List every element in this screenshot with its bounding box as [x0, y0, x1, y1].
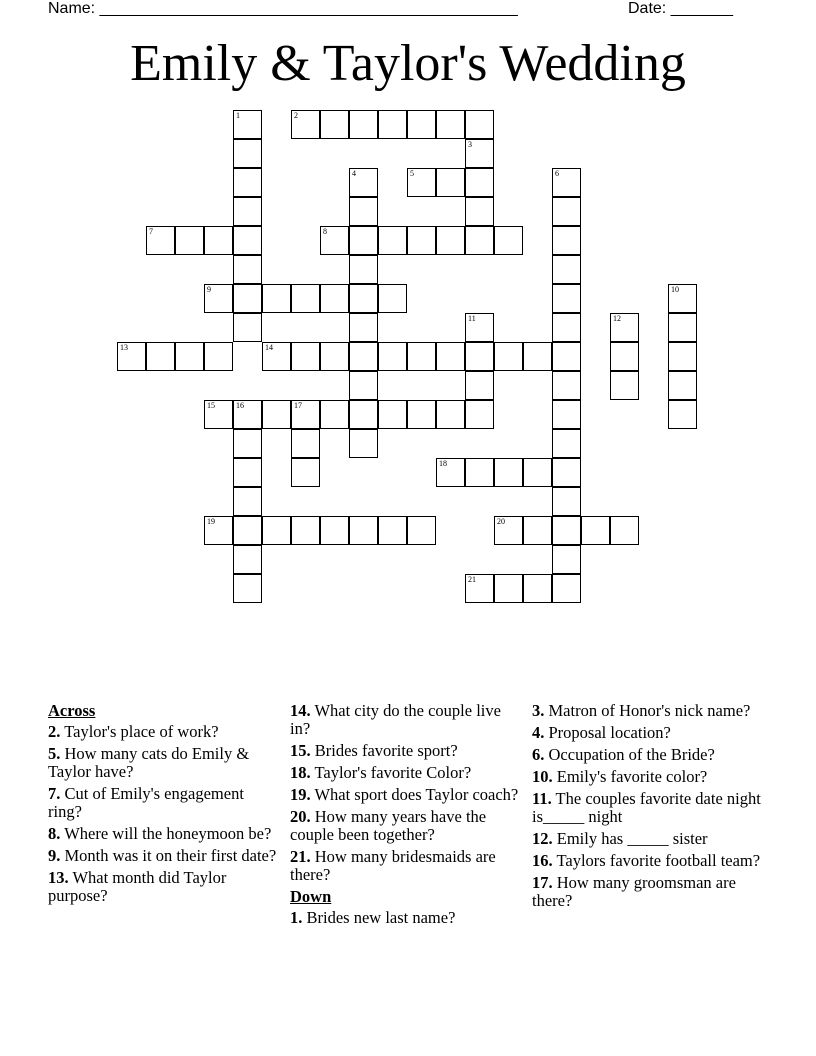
clue-number: 1	[236, 111, 240, 120]
grid-cell[interactable]	[407, 226, 436, 255]
grid-cell[interactable]	[349, 429, 378, 458]
grid-cell[interactable]	[291, 342, 320, 371]
grid-cell[interactable]	[233, 110, 262, 139]
grid-cell[interactable]	[117, 342, 146, 371]
grid-cell[interactable]	[262, 516, 291, 545]
grid-cell[interactable]	[552, 371, 581, 400]
grid-cell[interactable]	[291, 400, 320, 429]
grid-cell[interactable]	[465, 574, 494, 603]
grid-cell[interactable]	[233, 487, 262, 516]
grid-cell[interactable]	[552, 400, 581, 429]
grid-cell[interactable]	[175, 342, 204, 371]
grid-cell[interactable]	[465, 226, 494, 255]
grid-cell[interactable]	[204, 516, 233, 545]
clue-down-12: 12. Emily has _____ sister	[532, 829, 708, 848]
grid-cell[interactable]	[465, 139, 494, 168]
clue-down-4: 4. Proposal location?	[532, 723, 671, 742]
clue-column-2	[290, 702, 522, 931]
grid-cell[interactable]	[320, 284, 349, 313]
grid-cell[interactable]	[436, 168, 465, 197]
grid-cell[interactable]	[349, 371, 378, 400]
grid-cell[interactable]	[668, 313, 697, 342]
clue-down-6: 6. Occupation of the Bride?	[532, 745, 715, 764]
grid-cell[interactable]	[233, 545, 262, 574]
grid-cell[interactable]	[204, 400, 233, 429]
grid-cell[interactable]	[523, 574, 552, 603]
grid-cell[interactable]	[523, 458, 552, 487]
grid-cell[interactable]	[378, 400, 407, 429]
grid-cell[interactable]	[465, 458, 494, 487]
clue-number: 19	[207, 517, 215, 526]
grid-cell[interactable]	[552, 458, 581, 487]
grid-cell[interactable]	[465, 400, 494, 429]
grid-cell[interactable]	[407, 400, 436, 429]
grid-cell[interactable]	[668, 342, 697, 371]
grid-cell[interactable]	[523, 516, 552, 545]
grid-cell[interactable]	[610, 313, 639, 342]
clue-number: 14	[265, 343, 273, 352]
grid-cell[interactable]	[146, 226, 175, 255]
down-heading: Down	[290, 887, 332, 906]
clue-across-18: 18. Taylor's favorite Color?	[290, 763, 472, 782]
grid-cell[interactable]	[552, 284, 581, 313]
grid-cell[interactable]	[378, 342, 407, 371]
grid-cell[interactable]	[494, 458, 523, 487]
grid-cell[interactable]	[291, 110, 320, 139]
grid-cell[interactable]	[233, 139, 262, 168]
grid-cell[interactable]	[291, 516, 320, 545]
grid-cell[interactable]	[668, 284, 697, 313]
grid-cell[interactable]	[349, 255, 378, 284]
grid-cell[interactable]	[233, 574, 262, 603]
grid-cell[interactable]	[233, 458, 262, 487]
clue-number: 18	[439, 459, 447, 468]
grid-cell[interactable]	[465, 342, 494, 371]
clue-number: 10	[671, 285, 679, 294]
clue-number: 15	[207, 401, 215, 410]
grid-cell[interactable]	[262, 342, 291, 371]
clue-across-7: 7. Cut of Emily's engagement ring?	[48, 784, 244, 821]
clue-down-10: 10. Emily's favorite color?	[532, 767, 708, 786]
clue-down-17: 17. How many groomsman are there?	[532, 873, 736, 910]
grid-cell[interactable]	[204, 226, 233, 255]
grid-cell[interactable]	[291, 458, 320, 487]
grid-cell[interactable]	[523, 342, 552, 371]
grid-cell[interactable]	[233, 313, 262, 342]
clue-number: 21	[468, 575, 476, 584]
clue-number: 11	[468, 314, 476, 323]
grid-cell[interactable]	[465, 168, 494, 197]
grid-cell[interactable]	[552, 197, 581, 226]
grid-cell[interactable]	[436, 400, 465, 429]
grid-cell[interactable]	[233, 226, 262, 255]
grid-cell[interactable]	[552, 516, 581, 545]
clue-across-2: 2. Taylor's place of work?	[48, 722, 219, 741]
grid-cell[interactable]	[407, 516, 436, 545]
grid-cell[interactable]	[552, 255, 581, 284]
grid-cell[interactable]	[349, 400, 378, 429]
grid-cell[interactable]	[233, 429, 262, 458]
clue-number: 5	[410, 169, 414, 178]
clue-number: 13	[120, 343, 128, 352]
clue-across-5: 5. How many cats do Emily & Taylor have?	[48, 744, 250, 781]
clue-number: 9	[207, 285, 211, 294]
clue-across-9: 9. Month was it on their first date?	[48, 846, 277, 865]
grid-cell[interactable]	[349, 342, 378, 371]
grid-cell[interactable]	[407, 110, 436, 139]
grid-cell[interactable]	[291, 284, 320, 313]
clue-number: 16	[236, 401, 244, 410]
clue-number: 20	[497, 517, 505, 526]
grid-cell[interactable]	[320, 516, 349, 545]
grid-cell[interactable]	[233, 197, 262, 226]
grid-cell[interactable]	[233, 168, 262, 197]
grid-cell[interactable]	[233, 255, 262, 284]
grid-cell[interactable]	[349, 226, 378, 255]
grid-cell[interactable]	[436, 458, 465, 487]
clue-across-21: 21. How many bridesmaids are there?	[290, 847, 496, 884]
grid-cell[interactable]	[204, 342, 233, 371]
grid-cell[interactable]	[552, 342, 581, 371]
grid-cell[interactable]	[262, 400, 291, 429]
grid-cell[interactable]	[320, 110, 349, 139]
clue-column-1	[48, 702, 280, 909]
grid-cell[interactable]	[349, 168, 378, 197]
grid-cell[interactable]	[436, 110, 465, 139]
grid-cell[interactable]	[494, 342, 523, 371]
grid-cell[interactable]	[552, 429, 581, 458]
grid-cell[interactable]	[610, 516, 639, 545]
grid-cell[interactable]	[320, 226, 349, 255]
clue-down-11: 11. The couples favorite date night is_____ night	[532, 789, 761, 826]
grid-cell[interactable]	[378, 284, 407, 313]
clue-across-13: 13. What month did Taylor purpose?	[48, 868, 227, 905]
grid-cell[interactable]	[668, 371, 697, 400]
grid-cell[interactable]	[349, 284, 378, 313]
grid-cell[interactable]	[407, 168, 436, 197]
grid-cell[interactable]	[465, 371, 494, 400]
page-title: Emily & Taylor's Wedding	[130, 35, 686, 92]
clue-number: 4	[352, 169, 356, 178]
grid-cell[interactable]	[349, 197, 378, 226]
grid-cell[interactable]	[175, 226, 204, 255]
grid-cell[interactable]	[552, 574, 581, 603]
grid-cell[interactable]	[668, 400, 697, 429]
grid-cell[interactable]	[320, 400, 349, 429]
grid-cell[interactable]	[146, 342, 175, 371]
grid-cell[interactable]	[436, 226, 465, 255]
clue-across-8: 8. Where will the honeymoon be?	[48, 824, 272, 843]
grid-cell[interactable]	[465, 110, 494, 139]
clue-column-3	[532, 702, 764, 914]
grid-cell[interactable]	[378, 110, 407, 139]
clue-number: 12	[613, 314, 621, 323]
grid-cell[interactable]	[349, 516, 378, 545]
grid-cell[interactable]	[465, 197, 494, 226]
grid-cell[interactable]	[320, 342, 349, 371]
clue-number: 8	[323, 227, 327, 236]
grid-cell[interactable]	[610, 342, 639, 371]
grid-cell[interactable]	[610, 371, 639, 400]
grid-cell[interactable]	[552, 226, 581, 255]
grid-cell[interactable]	[552, 168, 581, 197]
grid-cell[interactable]	[349, 110, 378, 139]
clue-number: 2	[294, 111, 298, 120]
grid-cell[interactable]	[233, 284, 262, 313]
grid-cell[interactable]	[262, 284, 291, 313]
grid-cell[interactable]	[465, 313, 494, 342]
grid-cell[interactable]	[494, 574, 523, 603]
grid-cell[interactable]	[233, 400, 262, 429]
clue-across-20: 20. How many years have the couple been together?	[290, 807, 487, 844]
clue-number: 6	[555, 169, 559, 178]
grid-cell[interactable]	[378, 226, 407, 255]
clue-number: 3	[468, 140, 472, 149]
clue-down-3: 3. Matron of Honor's nick name?	[532, 701, 751, 720]
grid-cell[interactable]	[581, 516, 610, 545]
date-field: Date: _______	[628, 0, 733, 17]
clue-number: 17	[294, 401, 302, 410]
grid-cell[interactable]	[552, 545, 581, 574]
grid-cell[interactable]	[291, 429, 320, 458]
name-field: Name: _______________________________________________	[48, 0, 518, 17]
clue-down-1: 1. Brides new last name?	[290, 908, 456, 927]
grid-cell[interactable]	[407, 342, 436, 371]
clue-across-14: 14. What city do the couple live in?	[290, 701, 501, 738]
grid-cell[interactable]	[494, 516, 523, 545]
grid-cell[interactable]	[204, 284, 233, 313]
grid-cell[interactable]	[552, 487, 581, 516]
clue-across-15: 15. Brides favorite sport?	[290, 741, 458, 760]
clue-across-19: 19. What sport does Taylor coach?	[290, 785, 519, 804]
across-heading: Across	[48, 701, 96, 720]
grid-cell[interactable]	[349, 313, 378, 342]
clue-down-16: 16. Taylors favorite football team?	[532, 851, 761, 870]
grid-cell[interactable]	[436, 342, 465, 371]
clue-number: 7	[149, 227, 153, 236]
grid-cell[interactable]	[233, 516, 262, 545]
grid-cell[interactable]	[552, 313, 581, 342]
grid-cell[interactable]	[378, 516, 407, 545]
grid-cell[interactable]	[494, 226, 523, 255]
